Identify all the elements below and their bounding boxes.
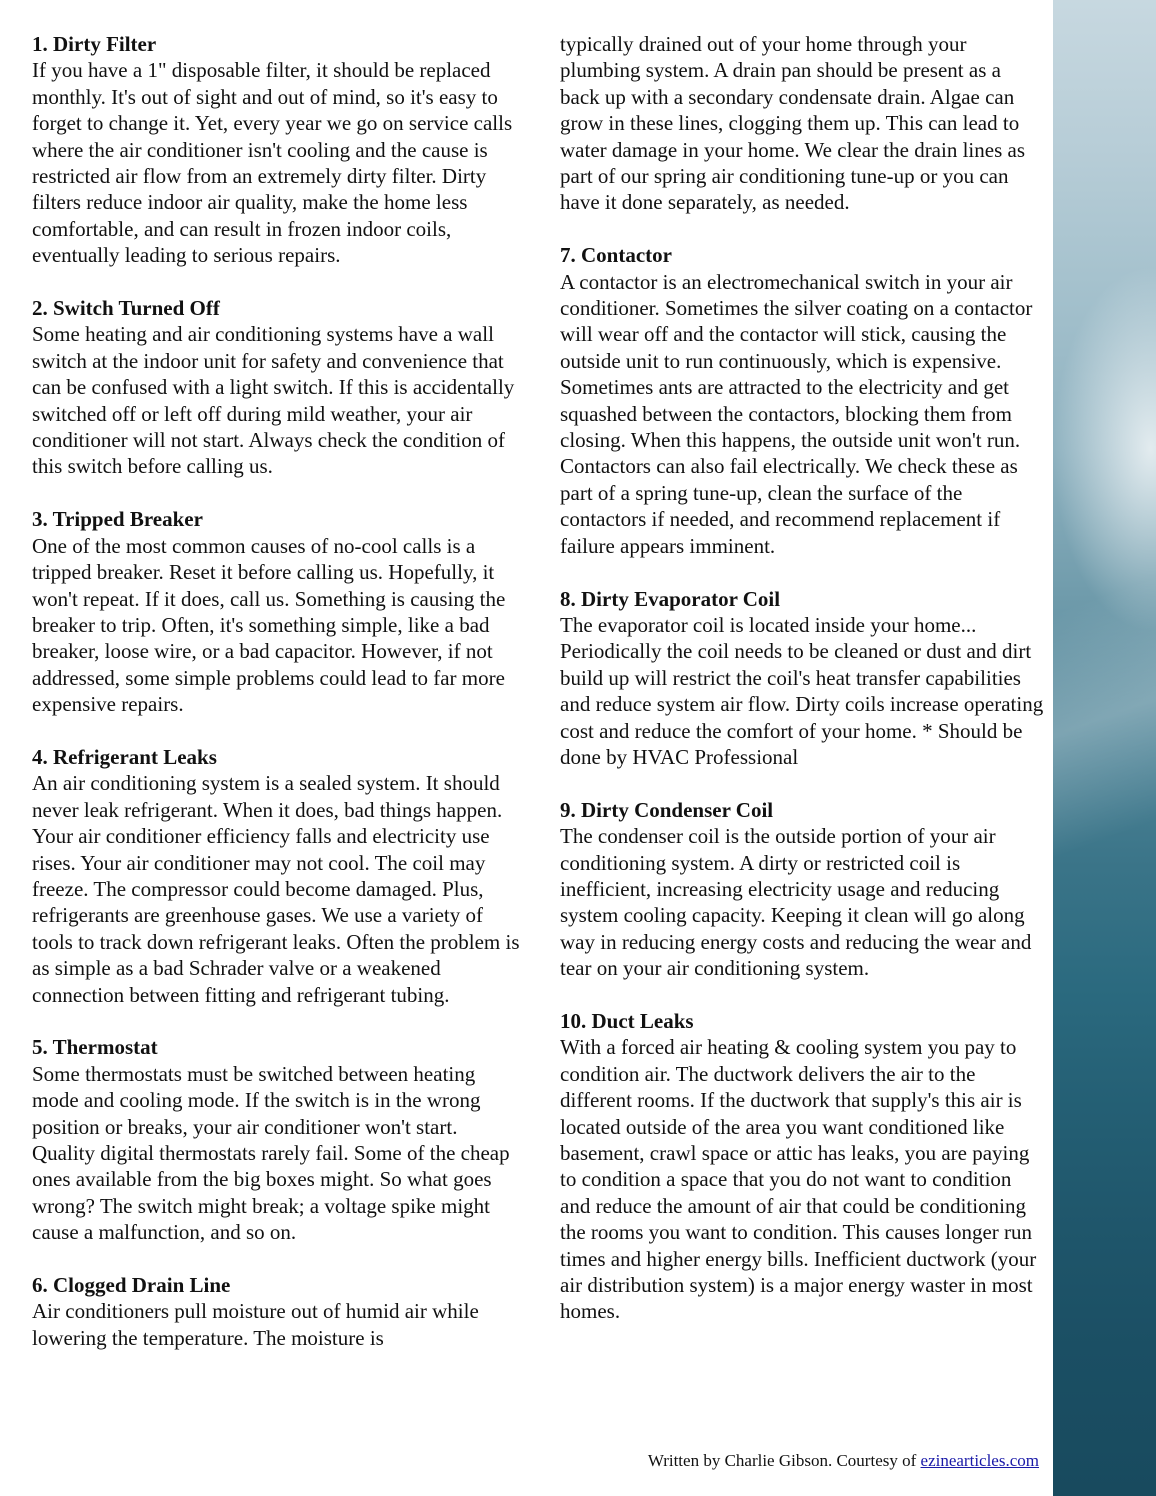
decorative-water-band — [1053, 0, 1156, 1496]
section-title: 2. Switch Turned Off — [32, 296, 220, 321]
section-refrigerant-leaks — [32, 744, 522, 1008]
ezinearticles-link[interactable]: ezinearticles.com — [920, 1451, 1039, 1470]
credit-text: Written by Charlie Gibson. Courtesy of — [647, 1451, 921, 1470]
section-dirty-evaporator-coil — [560, 586, 1044, 771]
section-clogged-drain-line — [32, 1272, 522, 1351]
section-duct-leaks — [560, 1008, 1044, 1325]
section-switch-turned-off — [32, 295, 522, 480]
section-title: 3. Tripped Breaker — [32, 507, 203, 532]
section-body: An air conditioning system is a sealed system. It should never leak refrigerant. When it does, bad things happen. Your air conditioner efficiency falls and electricity use rises. Your air conditioner may not cool. The coil may freeze. The compressor could become damaged. Plus, refrigerants are greenhouse gases. We use a variety of tools to track down refrigerant leaks. Often the problem is as simple as a bad Schrader valve or a weakened connection between fitting and refrigerant tubing. — [32, 771, 520, 1007]
section-thermostat — [32, 1034, 522, 1245]
section-title: 7. Contactor — [560, 243, 672, 268]
left-column — [32, 31, 522, 1378]
section-body: The evaporator coil is located inside your home... Periodically the coil needs to be cleaned or dust and dirt build up will restrict the coil's heat transfer capabilities and reduce system air flow. Dirty coils increase operating cost and reduce the comfort of your home. * Should be done by HVAC Professional — [560, 612, 1044, 769]
section-dirty-filter — [32, 31, 522, 269]
section-title: 8. Dirty Evaporator Coil — [560, 586, 781, 611]
section-body: Some heating and air conditioning systems have a wall switch at the indoor unit for safety and convenience that can be confused with a light switch. If this is accidentally switched off or left off during mild weather, your air conditioner will not start. Always check the condition of this switch before calling us. — [32, 322, 515, 479]
section-body-continued: typically drained out of your home through your plumbing system. A drain pan should be present as a back up with a secondary condensate drain. Algae can grow in these lines, clogging them up. This can lead to water damage in your home. We clear the drain lines as part of our spring air conditioning tune-up or you can have it done separately, as needed. — [560, 32, 1025, 215]
right-column — [560, 31, 1044, 1351]
section-body: A contactor is an electromechanical switch in your air conditioner. Sometimes the silver coating on a contactor will wear off and the contactor will stick, causing the outside unit to run continuously, which is expensive. Sometimes ants are attracted to the electricity and get squashed between the contactors, blocking them from closing. When this happens, the outside unit won't run. Contactors can also fail electrically. We check these as part of a spring tune-up, clean the surface of the contactors if needed, and recommend replacement if failure appears imminent. — [560, 269, 1033, 558]
section-body: Air conditioners pull moisture out of humid air while lowering the temperature. The moisture is — [32, 1299, 479, 1350]
section-title: 6. Clogged Drain Line — [32, 1273, 231, 1298]
section-dirty-condenser-coil — [560, 797, 1044, 982]
section-body: With a forced air heating & cooling system you pay to condition air. The ductwork delivers the air to the different rooms. If the ductwork that supply's this air is located outside of the area you want conditioned like basement, crawl space or attic has leaks, you are paying to condition a space that you do not want to condition and reduce the amount of air that could be conditioning the rooms you want to condition. This causes longer run times and higher energy bills. Inefficient ductwork (your air distribution system) is a major energy waster in most homes. — [560, 1035, 1037, 1324]
section-body: Some thermostats must be switched between heating mode and cooling mode. If the switch is in the wrong position or breaks, your air conditioner won't start. Quality digital thermostats rarely fail. Some of the cheap ones available from the big boxes might. So what goes wrong? The switch might break; a voltage spike might cause a malfunction, and so on. — [32, 1061, 510, 1245]
section-title: 5. Thermostat — [32, 1035, 158, 1060]
author-credit — [560, 1450, 1039, 1472]
section-body: If you have a 1" disposable filter, it should be replaced monthly. It's out of sight and out of mind, so it's easy to forget to change it. Yet, every year we go on service calls where the air conditioner isn't cooling and the cause is restricted air flow from an extremely dirty filter. Dirty filters reduce indoor air quality, make the home less comfortable, and can result in frozen indoor coils, eventually leading to serious repairs. — [32, 58, 513, 268]
section-title: 4. Refrigerant Leaks — [32, 744, 217, 769]
section-title: 10. Duct Leaks — [560, 1008, 694, 1033]
section-body: The condenser coil is the outside portion of your air conditioning system. A dirty or restricted coil is inefficient, increasing electricity usage and reducing system cooling capacity. Keeping it clean will go along way in reducing energy costs and reducing the wear and tear on your air conditioning system. — [560, 824, 1032, 981]
section-title: 1. Dirty Filter — [32, 32, 157, 56]
section-contactor — [560, 242, 1044, 559]
section-title: 9. Dirty Condenser Coil — [560, 797, 774, 822]
section-body: One of the most common causes of no-cool calls is a tripped breaker. Reset it before calling us. Hopefully, it won't repeat. If it does, call us. Something is causing the breaker to trip. Often, it's something simple, like a bad breaker, loose wire, or a bad capacitor. However, if not addressed, some simple problems could lead to far more expensive repairs. — [32, 533, 506, 717]
section-tripped-breaker — [32, 506, 522, 717]
